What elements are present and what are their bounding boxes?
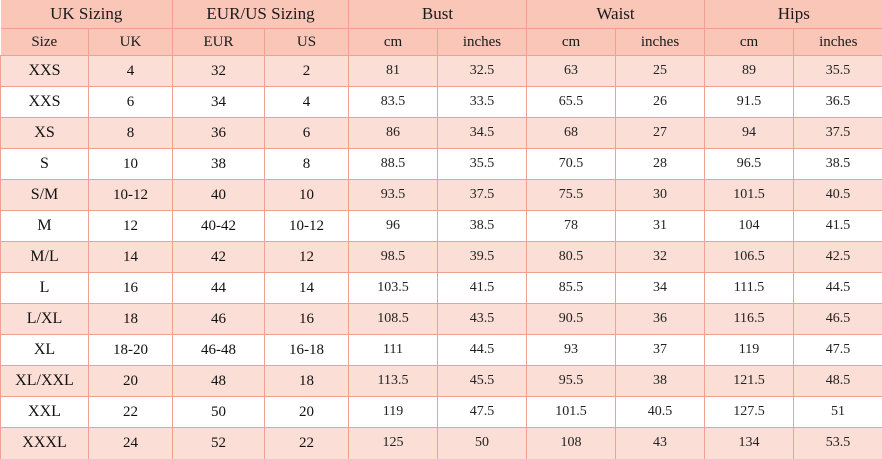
- table-row: [1, 211, 882, 242]
- cell-hips-inches: 48.5: [794, 366, 882, 397]
- cell-bust-cm: 96: [349, 211, 438, 242]
- cell-size: XXS: [1, 56, 89, 87]
- table-row: [1, 87, 882, 118]
- cell-eur: 40-42: [173, 211, 265, 242]
- table-row: [1, 118, 882, 149]
- group-header-bust: Bust: [349, 0, 527, 29]
- column-header-hips-cm: cm: [705, 29, 794, 56]
- cell-hips-cm: 121.5: [705, 366, 794, 397]
- cell-eur: 40: [173, 180, 265, 211]
- cell-waist-cm: 95.5: [527, 366, 616, 397]
- cell-size: XXXL: [1, 428, 89, 459]
- cell-bust-inches: 45.5: [438, 366, 527, 397]
- column-header-uk: UK: [89, 29, 173, 56]
- cell-waist-cm: 68: [527, 118, 616, 149]
- cell-waist-inches: 26: [616, 87, 705, 118]
- cell-size: XS: [1, 118, 89, 149]
- cell-bust-inches: 32.5: [438, 56, 527, 87]
- cell-bust-inches: 41.5: [438, 273, 527, 304]
- cell-bust-cm: 93.5: [349, 180, 438, 211]
- cell-eur: 36: [173, 118, 265, 149]
- table-row: [1, 56, 882, 87]
- cell-hips-cm: 89: [705, 56, 794, 87]
- cell-bust-inches: 38.5: [438, 211, 527, 242]
- cell-size: XXS: [1, 87, 89, 118]
- cell-us: 12: [265, 242, 349, 273]
- cell-hips-inches: 46.5: [794, 304, 882, 335]
- group-header-hips: Hips: [705, 0, 882, 29]
- cell-hips-cm: 134: [705, 428, 794, 459]
- cell-waist-inches: 28: [616, 149, 705, 180]
- cell-uk: 20: [89, 366, 173, 397]
- cell-bust-cm: 98.5: [349, 242, 438, 273]
- cell-hips-inches: 38.5: [794, 149, 882, 180]
- cell-uk: 18-20: [89, 335, 173, 366]
- cell-bust-inches: 44.5: [438, 335, 527, 366]
- cell-bust-inches: 33.5: [438, 87, 527, 118]
- table-row: [1, 149, 882, 180]
- cell-bust-inches: 39.5: [438, 242, 527, 273]
- cell-us: 4: [265, 87, 349, 118]
- cell-size: S: [1, 149, 89, 180]
- cell-hips-cm: 116.5: [705, 304, 794, 335]
- cell-bust-inches: 47.5: [438, 397, 527, 428]
- cell-uk: 6: [89, 87, 173, 118]
- cell-us: 16: [265, 304, 349, 335]
- cell-waist-cm: 90.5: [527, 304, 616, 335]
- cell-uk: 4: [89, 56, 173, 87]
- cell-bust-cm: 81: [349, 56, 438, 87]
- cell-size: L: [1, 273, 89, 304]
- column-header-us: US: [265, 29, 349, 56]
- table-row: [1, 397, 882, 428]
- table-row: [1, 335, 882, 366]
- table-row: [1, 304, 882, 335]
- cell-hips-cm: 119: [705, 335, 794, 366]
- cell-bust-inches: 37.5: [438, 180, 527, 211]
- cell-waist-cm: 63: [527, 56, 616, 87]
- cell-waist-cm: 93: [527, 335, 616, 366]
- cell-uk: 22: [89, 397, 173, 428]
- cell-waist-inches: 40.5: [616, 397, 705, 428]
- cell-uk: 10-12: [89, 180, 173, 211]
- column-header-waist-cm: cm: [527, 29, 616, 56]
- cell-eur: 38: [173, 149, 265, 180]
- cell-size: L/XL: [1, 304, 89, 335]
- cell-waist-inches: 27: [616, 118, 705, 149]
- cell-waist-cm: 75.5: [527, 180, 616, 211]
- cell-hips-inches: 40.5: [794, 180, 882, 211]
- cell-waist-cm: 85.5: [527, 273, 616, 304]
- cell-waist-inches: 37: [616, 335, 705, 366]
- cell-waist-inches: 36: [616, 304, 705, 335]
- cell-uk: 14: [89, 242, 173, 273]
- cell-eur: 46-48: [173, 335, 265, 366]
- cell-eur: 42: [173, 242, 265, 273]
- cell-eur: 46: [173, 304, 265, 335]
- group-header-waist: Waist: [527, 0, 705, 29]
- cell-bust-inches: 50: [438, 428, 527, 459]
- cell-waist-cm: 78: [527, 211, 616, 242]
- cell-waist-cm: 70.5: [527, 149, 616, 180]
- cell-us: 2: [265, 56, 349, 87]
- cell-hips-inches: 53.5: [794, 428, 882, 459]
- column-header-size: Size: [1, 29, 89, 56]
- cell-bust-cm: 86: [349, 118, 438, 149]
- cell-eur: 52: [173, 428, 265, 459]
- cell-uk: 18: [89, 304, 173, 335]
- cell-size: M/L: [1, 242, 89, 273]
- cell-hips-cm: 96.5: [705, 149, 794, 180]
- cell-bust-inches: 34.5: [438, 118, 527, 149]
- table-row: [1, 242, 882, 273]
- cell-us: 14: [265, 273, 349, 304]
- cell-bust-cm: 88.5: [349, 149, 438, 180]
- cell-waist-inches: 25: [616, 56, 705, 87]
- cell-waist-cm: 101.5: [527, 397, 616, 428]
- cell-eur: 34: [173, 87, 265, 118]
- cell-bust-cm: 119: [349, 397, 438, 428]
- cell-bust-cm: 103.5: [349, 273, 438, 304]
- cell-waist-inches: 43: [616, 428, 705, 459]
- cell-uk: 12: [89, 211, 173, 242]
- cell-bust-cm: 125: [349, 428, 438, 459]
- column-header-hips-inches: inches: [794, 29, 882, 56]
- cell-size: M: [1, 211, 89, 242]
- cell-size: XL/XXL: [1, 366, 89, 397]
- cell-bust-inches: 43.5: [438, 304, 527, 335]
- cell-eur: 50: [173, 397, 265, 428]
- cell-eur: 32: [173, 56, 265, 87]
- cell-bust-cm: 83.5: [349, 87, 438, 118]
- column-header-bust-cm: cm: [349, 29, 438, 56]
- cell-bust-cm: 111: [349, 335, 438, 366]
- table-header: [1, 0, 882, 56]
- cell-us: 6: [265, 118, 349, 149]
- cell-waist-inches: 30: [616, 180, 705, 211]
- cell-hips-cm: 101.5: [705, 180, 794, 211]
- cell-waist-cm: 108: [527, 428, 616, 459]
- cell-eur: 48: [173, 366, 265, 397]
- cell-bust-cm: 113.5: [349, 366, 438, 397]
- column-header-bust-inches: inches: [438, 29, 527, 56]
- cell-waist-cm: 80.5: [527, 242, 616, 273]
- cell-hips-cm: 94: [705, 118, 794, 149]
- table-body: [1, 56, 882, 459]
- cell-eur: 44: [173, 273, 265, 304]
- cell-us: 20: [265, 397, 349, 428]
- cell-uk: 24: [89, 428, 173, 459]
- cell-uk: 10: [89, 149, 173, 180]
- cell-us: 10-12: [265, 211, 349, 242]
- column-header-eur: EUR: [173, 29, 265, 56]
- cell-hips-inches: 36.5: [794, 87, 882, 118]
- cell-size: XL: [1, 335, 89, 366]
- table-row: [1, 366, 882, 397]
- cell-hips-inches: 42.5: [794, 242, 882, 273]
- cell-size: S/M: [1, 180, 89, 211]
- cell-waist-inches: 32: [616, 242, 705, 273]
- cell-bust-cm: 108.5: [349, 304, 438, 335]
- table-row: [1, 273, 882, 304]
- cell-us: 16-18: [265, 335, 349, 366]
- cell-us: 8: [265, 149, 349, 180]
- cell-waist-inches: 34: [616, 273, 705, 304]
- cell-hips-cm: 91.5: [705, 87, 794, 118]
- cell-hips-inches: 35.5: [794, 56, 882, 87]
- cell-size: XXL: [1, 397, 89, 428]
- cell-hips-inches: 51: [794, 397, 882, 428]
- cell-us: 10: [265, 180, 349, 211]
- table-row: [1, 428, 882, 459]
- cell-waist-cm: 65.5: [527, 87, 616, 118]
- cell-hips-cm: 127.5: [705, 397, 794, 428]
- table-row: [1, 180, 882, 211]
- cell-hips-inches: 41.5: [794, 211, 882, 242]
- column-header-waist-inches: inches: [616, 29, 705, 56]
- cell-hips-inches: 44.5: [794, 273, 882, 304]
- cell-us: 18: [265, 366, 349, 397]
- cell-us: 22: [265, 428, 349, 459]
- cell-hips-cm: 106.5: [705, 242, 794, 273]
- cell-waist-inches: 31: [616, 211, 705, 242]
- cell-uk: 16: [89, 273, 173, 304]
- cell-hips-cm: 111.5: [705, 273, 794, 304]
- cell-hips-inches: 37.5: [794, 118, 882, 149]
- cell-bust-inches: 35.5: [438, 149, 527, 180]
- sub-header-row: [1, 29, 882, 56]
- cell-uk: 8: [89, 118, 173, 149]
- group-header-row: [1, 0, 882, 29]
- cell-waist-inches: 38: [616, 366, 705, 397]
- cell-hips-inches: 47.5: [794, 335, 882, 366]
- group-header-uk-sizing: UK Sizing: [1, 0, 173, 29]
- cell-hips-cm: 104: [705, 211, 794, 242]
- group-header-eur-us-sizing: EUR/US Sizing: [173, 0, 349, 29]
